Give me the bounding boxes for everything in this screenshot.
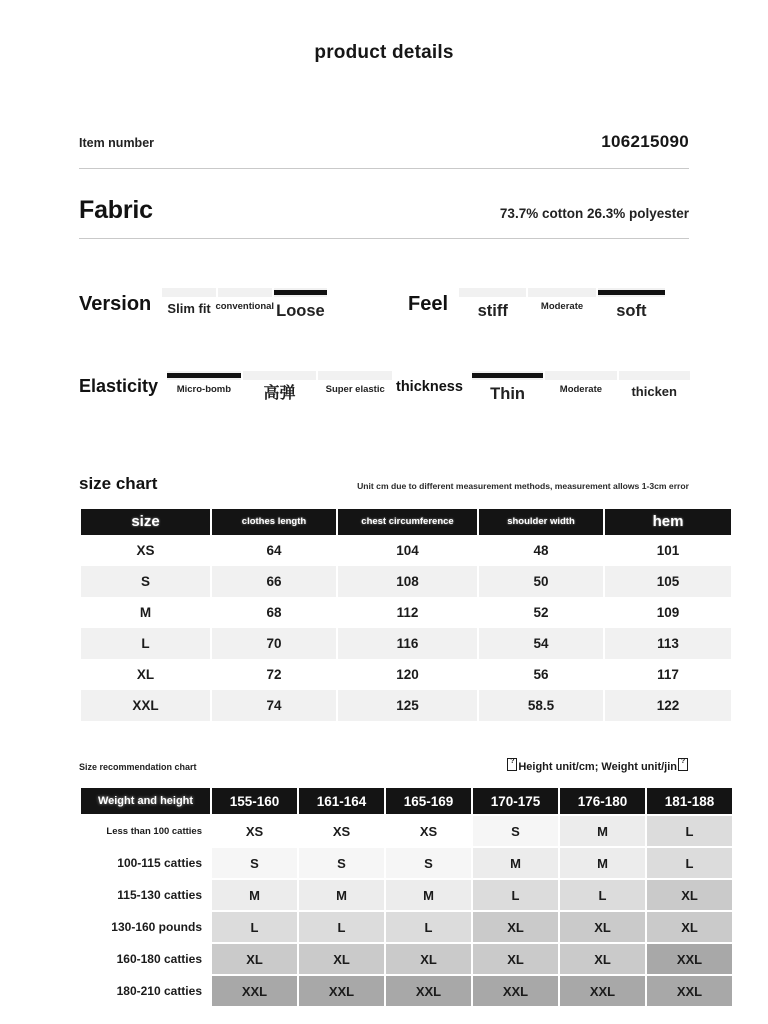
table-row	[81, 535, 731, 566]
recommendation-height-header: 181-188	[647, 788, 732, 814]
attribute-elasticity-label: Elasticity	[79, 376, 159, 396]
slider-segment-2[interactable]	[243, 371, 317, 380]
recommendation-row-label: 100-115 catties	[81, 848, 210, 878]
recommendation-cell: XL	[473, 944, 558, 974]
size-chart-column-header: clothes length	[212, 509, 336, 535]
size-chart-header	[79, 474, 689, 494]
size-chart-cell: M	[81, 597, 210, 628]
recommendation-cell: S	[386, 848, 471, 878]
size-chart-cell: L	[81, 628, 210, 659]
recommendation-cell: XS	[299, 816, 384, 846]
slider-labels	[162, 302, 327, 320]
size-chart-cell: 120	[338, 659, 477, 690]
recommendation-note	[506, 758, 689, 773]
size-chart-cell: 64	[212, 535, 336, 566]
recommendation-cell: M	[560, 848, 645, 878]
slider-track	[167, 371, 392, 380]
recommendation-cell: XXL	[473, 976, 558, 1006]
recommendation-cell: L	[647, 848, 732, 878]
recommendation-height-header: 165-169	[386, 788, 471, 814]
table-row	[81, 880, 732, 910]
slider-option-label[interactable]: Loose	[276, 302, 325, 320]
recommendation-row-label: 160-180 catties	[81, 944, 210, 974]
item-number-label: Item number	[79, 136, 155, 150]
recommendation-row-label: 180-210 catties	[81, 976, 210, 1006]
table-row	[81, 944, 732, 974]
attribute-elasticity-slider[interactable]	[167, 371, 392, 403]
slider-option-label[interactable]: Moderate	[540, 301, 584, 312]
table-row	[81, 976, 732, 1006]
recommendation-cell: S	[299, 848, 384, 878]
page-title: product details	[314, 42, 454, 63]
size-chart-cell: 74	[212, 690, 336, 721]
table-row	[81, 628, 731, 659]
recommendation-cell: XXL	[647, 976, 732, 1006]
size-chart-note: Unit cm due to different measurement methods, measurement allows 1-3cm error	[357, 481, 689, 491]
recommendation-thead	[81, 788, 732, 814]
slider-option-label[interactable]: Micro-bomb	[176, 384, 232, 395]
recommendation-row-label: 130-160 pounds	[81, 912, 210, 942]
item-number-value: 106215090	[601, 132, 689, 151]
recommendation-table	[79, 786, 734, 1008]
attribute-feel-label: Feel	[408, 293, 449, 315]
size-chart-column-header: size	[81, 509, 210, 535]
tofu-box-icon	[678, 758, 688, 771]
recommendation-height-header: 161-164	[299, 788, 384, 814]
slider-segment-1[interactable]	[162, 288, 216, 297]
recommendation-cell: XXL	[212, 976, 297, 1006]
size-chart-cell: 50	[479, 566, 603, 597]
size-chart-cell: 72	[212, 659, 336, 690]
table-row	[81, 848, 732, 878]
size-chart-column-header: chest circumference	[338, 509, 477, 535]
recommendation-header	[79, 758, 689, 773]
recommendation-cell: L	[299, 912, 384, 942]
slider-segment-3[interactable]	[598, 288, 665, 297]
size-chart-tbody	[81, 535, 731, 721]
recommendation-row-label: Less than 100 catties	[81, 816, 210, 846]
recommendation-tbody	[81, 816, 732, 1006]
recommendation-cell: M	[560, 816, 645, 846]
size-chart-cell: 48	[479, 535, 603, 566]
size-chart-cell: 109	[605, 597, 731, 628]
size-chart-cell: XL	[81, 659, 210, 690]
size-chart-header-row	[81, 509, 731, 535]
recommendation-cell: XL	[212, 944, 297, 974]
item-number-row	[79, 132, 689, 152]
size-chart-column-header: hem	[605, 509, 731, 535]
recommendation-cell: XXL	[299, 976, 384, 1006]
recommendation-header-row	[81, 788, 732, 814]
slider-segment-1[interactable]	[167, 371, 241, 380]
slider-labels	[167, 385, 392, 403]
size-chart-table	[79, 509, 733, 721]
slider-option-label[interactable]: thicken	[631, 384, 677, 399]
size-chart-cell: 52	[479, 597, 603, 628]
slider-segment-1[interactable]	[459, 288, 526, 297]
table-row	[81, 566, 731, 597]
recommendation-cell: XL	[647, 912, 732, 942]
fabric-label: Fabric	[79, 196, 153, 224]
size-chart-heading: size chart	[79, 474, 158, 493]
size-chart-cell: 54	[479, 628, 603, 659]
slider-option-label[interactable]: Moderate	[559, 384, 603, 395]
slider-segment-3[interactable]	[619, 371, 690, 380]
fabric-value: 73.7% cotton 26.3% polyester	[499, 206, 689, 221]
recommendation-row-label: 115-130 catties	[81, 880, 210, 910]
slider-labels	[459, 302, 665, 320]
recommendation-cell: XXL	[386, 976, 471, 1006]
recommendation-cell: L	[212, 912, 297, 942]
table-row	[81, 816, 732, 846]
recommendation-cell: S	[212, 848, 297, 878]
size-chart-cell: 108	[338, 566, 477, 597]
recommendation-cell: XL	[560, 912, 645, 942]
size-chart-cell: 112	[338, 597, 477, 628]
recommendation-height-header: 170-175	[473, 788, 558, 814]
size-chart-column-header: shoulder width	[479, 509, 603, 535]
slider-option-label[interactable]: soft	[616, 302, 647, 320]
recommendation-height-header: 176-180	[560, 788, 645, 814]
slider-option-label[interactable]: conventional	[215, 301, 275, 312]
table-row	[81, 690, 731, 721]
size-chart-cell: 68	[212, 597, 336, 628]
table-row	[81, 659, 731, 690]
slider-track	[472, 371, 690, 380]
recommendation-cell: XL	[560, 944, 645, 974]
size-chart-cell: 66	[212, 566, 336, 597]
recommendation-height-header: 155-160	[212, 788, 297, 814]
recommendation-cell: M	[386, 880, 471, 910]
slider-labels	[472, 385, 690, 403]
recommendation-cell: L	[560, 880, 645, 910]
size-chart-cell: 116	[338, 628, 477, 659]
size-chart-cell: 105	[605, 566, 731, 597]
recommendation-cell: M	[212, 880, 297, 910]
attribute-version	[79, 288, 327, 320]
size-chart-cell: XS	[81, 535, 210, 566]
recommendation-heading: Size recommendation chart	[79, 762, 197, 772]
slider-segment-1[interactable]	[472, 371, 543, 380]
divider-item	[79, 168, 689, 169]
recommendation-note-text: Height unit/cm; Weight unit/jin	[518, 761, 677, 773]
table-row	[81, 597, 731, 628]
size-chart-cell: 58.5	[479, 690, 603, 721]
size-chart-cell: XXL	[81, 690, 210, 721]
table-row	[81, 912, 732, 942]
size-chart-thead	[81, 509, 731, 535]
attribute-feel	[408, 288, 665, 320]
size-chart-cell: 104	[338, 535, 477, 566]
slider-segment-2[interactable]	[545, 371, 616, 380]
attribute-feel-slider[interactable]	[459, 288, 665, 320]
size-chart-cell: 113	[605, 628, 731, 659]
recommendation-cell: L	[386, 912, 471, 942]
slider-option-label[interactable]: stiff	[477, 302, 508, 320]
recommendation-cell: XXL	[647, 944, 732, 974]
slider-option-label[interactable]: 高弹	[263, 385, 296, 402]
size-chart-cell: 122	[605, 690, 731, 721]
recommendation-cell: XS	[386, 816, 471, 846]
recommendation-cell: S	[473, 816, 558, 846]
divider-fabric	[79, 238, 689, 239]
recommendation-cell: XL	[647, 880, 732, 910]
size-chart-cell: S	[81, 566, 210, 597]
slider-option-label[interactable]: Thin	[490, 385, 525, 403]
attribute-thickness	[396, 371, 690, 403]
recommendation-cell: XXL	[560, 976, 645, 1006]
recommendation-cell: XL	[299, 944, 384, 974]
recommendation-cell: XL	[473, 912, 558, 942]
size-chart-cell: 125	[338, 690, 477, 721]
slider-segment-2[interactable]	[528, 288, 595, 297]
recommendation-cell: XL	[386, 944, 471, 974]
attribute-thickness-label: thickness	[396, 379, 463, 395]
tofu-box-icon	[507, 758, 517, 771]
recommendation-cell: L	[647, 816, 732, 846]
slider-track	[162, 288, 327, 297]
recommendation-corner-header: Weight and height	[81, 788, 210, 814]
recommendation-cell: L	[473, 880, 558, 910]
slider-segment-2[interactable]	[218, 288, 272, 297]
size-chart-cell: 117	[605, 659, 731, 690]
recommendation-cell: XS	[212, 816, 297, 846]
attribute-elasticity	[79, 371, 392, 403]
attribute-version-slider[interactable]	[162, 288, 327, 320]
recommendation-cell: M	[299, 880, 384, 910]
size-chart-cell: 70	[212, 628, 336, 659]
recommendation-cell: M	[473, 848, 558, 878]
attribute-thickness-slider[interactable]	[472, 371, 690, 403]
attribute-version-label: Version	[79, 293, 152, 315]
slider-track	[459, 288, 665, 297]
fabric-row	[79, 196, 689, 225]
slider-segment-3[interactable]	[274, 288, 328, 297]
slider-option-label[interactable]: Slim fit	[167, 301, 211, 316]
size-chart-cell: 101	[605, 535, 731, 566]
size-chart-cell: 56	[479, 659, 603, 690]
slider-option-label[interactable]: Super elastic	[325, 384, 385, 395]
slider-segment-3[interactable]	[318, 371, 392, 380]
